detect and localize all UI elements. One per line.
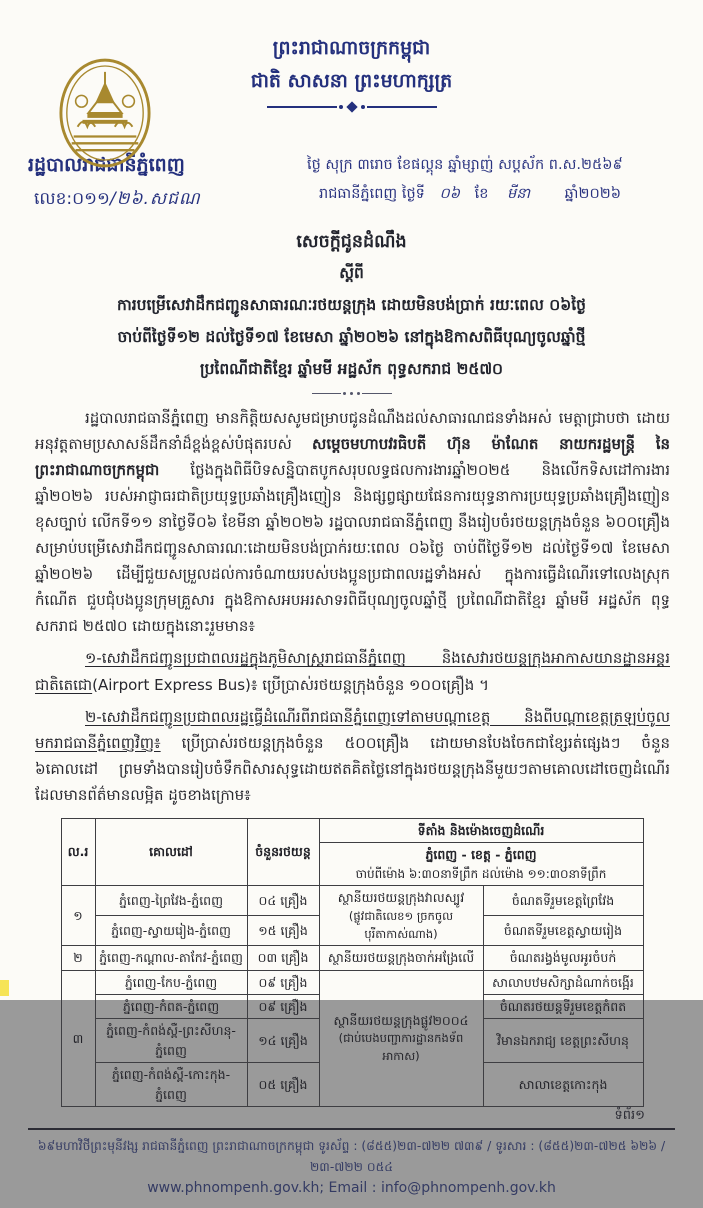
service-item-1-title: ១-សេវាដឹកជញ្ជូនប្រជាពលរដ្ឋក្នុងភូមិសាស្ត្ររាជធានីភ្នំពេញ និងសេវារថយន្តក្រុងអាកាសយានដ្ឋានអន្តរជាតិតេជោ (35, 649, 670, 694)
station-name: ស្ថានីយរថយន្តក្រុងវាលស្បូវ (337, 890, 465, 906)
regarding-label: ស្តីពី (339, 264, 364, 282)
col-header-destination: គោលដៅ (95, 818, 247, 885)
route-bus-count: ១៤ គ្រឿង (247, 1019, 319, 1063)
group-1-no: ១ (61, 886, 95, 946)
col-header-bus-count: ចំនួនរថយន្ត (247, 818, 319, 885)
table-header-row-1 (61, 818, 643, 842)
document-footer (0, 1107, 703, 1208)
col-header-location-time: ទីតាំង និងម៉ោងចេញដំណើរ (319, 818, 643, 842)
service-item-1-detail: (Airport Express Bus)៖ ប្រើប្រាស់រថយន្តក្រុងចំនួន ១០០គ្រឿង ។ (92, 675, 489, 694)
col-header-route-pattern (319, 843, 643, 886)
ornament-divider-icon (267, 103, 437, 111)
footer-address-phone: ៦៩មហាវិថីព្រះមុនីវង្ស រាជធានីភ្នំពេញ ព្រះរាជាណាចក្រកម្ពុជា ទូរស័ព្ទ : (៨៥៥)២៣-៧២២ ៧៣៩ / ទូរសារ : (៨៥៥)២៣-៧២៥ ៦២៦ / ២៣-៧២២ ០៥៤ (37, 1138, 666, 1174)
date-place-prefix: រាជធានីភ្នំពេញ ថ្ងៃទី (319, 186, 425, 202)
route-destination: ភ្នំពេញ-កំពត-ភ្នំពេញ (95, 995, 247, 1019)
reference-number-typed: លេខ:០១១ (34, 188, 110, 209)
kingdom-title: ព្រះរាជាណាចក្រកម្ពុជា (272, 37, 431, 59)
service-item-2 (35, 704, 670, 808)
route-pattern-label: ភ្នំពេញ - ខេត្ត - ភ្នំពេញ (425, 847, 537, 863)
footer-rule (28, 1128, 675, 1130)
scan-artifact-highlight (0, 980, 9, 996)
service-item-1 (35, 645, 670, 697)
footer-website-email: www.phnompenh.gov.kh; Email : info@phnompenh.gov.kh (147, 1179, 556, 1196)
paragraph-1-lead: រដ្ឋបាលរាជធានីភ្នំពេញ មានកិត្តិយសសូមជម្រាបជូនដំណឹងដល់សាធារណជនទាំងអស់ មេត្តាជ្រាបថា ដោយអនុវត្តតាមប្រសាសន៍ដឹកនាំដ៏ខ្ពង់ខ្ពស់បំផុតរបស់ (35, 408, 670, 453)
issuing-authority: រដ្ឋបាលរាជធានីភ្នំពេញ (28, 154, 185, 176)
civil-date-line (307, 180, 679, 209)
subject-block (0, 227, 703, 395)
departure-station (319, 970, 483, 1106)
reference-number (28, 188, 201, 213)
arrival-terminal: សាលាបឋមសិក្សាដំណាក់ចង្អើរ (483, 970, 643, 994)
route-destination: ភ្នំពេញ-ស្វាយរៀង-ភ្នំពេញ (95, 916, 247, 946)
phnom-penh-city-emblem-icon (58, 58, 152, 168)
body-text (0, 395, 703, 808)
date-day-handwritten: ០៦ (439, 186, 461, 202)
route-destination: ភ្នំពេញ-ព្រៃវែង-ភ្នំពេញ (95, 886, 247, 916)
arrival-terminal: ចំណតរង្វង់មូលអូរចំបក់ (483, 946, 643, 970)
route-destination: ភ្នំពេញ-កំពង់ស្ពឺ-កោះកុង-ភ្នំពេញ (95, 1063, 247, 1107)
table-row (61, 886, 643, 916)
route-destination: ភ្នំពេញ-កែប-ភ្នំពេញ (95, 970, 247, 994)
route-bus-count: ១៥ គ្រឿង (247, 916, 319, 946)
service-item-2-detail: ប្រើប្រាស់រថយន្តក្រុងចំនួន ៥០០គ្រឿង ដោយមានបែងចែកជាខ្សែរត់ផ្សេងៗ ចំនួន ៦គោលដៅ ព្រមទាំងបានរៀបចំទឹកពិសារសុទ្ធដោយឥតគិតថ្លៃនៅក្នុងរថយន្តក្រុងនីមួយៗតាមគោលដៅចេញដំណើរ ដែលមានព័ត៌មានលម្អិត ដូចខាងក្រោម៖ (35, 733, 670, 804)
group-3-no: ៣ (61, 970, 95, 1106)
route-bus-count: ០៥ គ្រឿង (247, 1063, 319, 1107)
arrival-terminal: ចំណតរថយន្តទីរួមខេត្តកំពត (483, 995, 643, 1019)
prime-minister-name: សម្តេចមហាបវរធិបតី ហ៊ុន ម៉ាណែត នាយករដ្ឋមន្ត្រី នៃព្រះរាជាណាចក្រកម្ពុជា (35, 434, 670, 479)
reference-number-handwritten: /២៦.សជណ (109, 188, 201, 209)
departure-time-range: ចាប់ពីម៉ោង ៦:៣០នាទីព្រឹក ដល់ម៉ោង ១១:៣០នាទីព្រឹក (355, 866, 607, 881)
subject-line-2: ចាប់ពីថ្ងៃទី១២ ដល់ថ្ងៃទី១៧ ខែមេសា ឆ្នាំ២០២៦ នៅក្នុងឱកាសពិធីបុណ្យចូលឆ្នាំថ្មី (117, 327, 586, 346)
date-year: ឆ្នាំ២០២៦ (564, 186, 621, 202)
arrival-terminal: ចំណតទីរួមខេត្តព្រៃវែង (483, 886, 643, 916)
subject-line-1: ការបម្រើសេវាដឹកជញ្ជូនសាធារណៈរថយន្តក្រុង ដោយមិនបង់ប្រាក់ រយៈពេល ០៦ថ្ងៃ (116, 295, 586, 314)
paragraph-1-rest: ថ្លែងក្នុងពិធីបិទសន្និបាតបូកសរុបលទ្ធផលការងារឆ្នាំ២០២៥ និងលើកទិសដៅការងារឆ្នាំ២០២៦ របស់អាជ្ញាធរជាតិប្រយុទ្ធប្រឆាំងគ្រឿងញៀន និងផ្សព្វផ្សាយផែនការយុទ្ធនាការប្រយុទ្ធប្រឆាំងគ្រឿងញៀនខុសច្បាប់ លើកទី១១ នាថ្ងៃទី០៦ ខែមីនា ឆ្នាំ២០២៦ រដ្ឋបាលរាជធានីភ្នំពេញ នឹងរៀបចំរថយន្តក្រុងចំនួន ៦០០គ្រឿង សម្រាប់បម្រើសេវាដឹកជញ្ជូនសាធារណៈដោយមិនបង់ប្រាក់រយៈពេល ០៦ថ្ងៃ ចាប់ពីថ្ងៃទី១២ ដល់ថ្ងៃទី១៧ ខែមេសា ឆ្នាំ២០២៦ ដើម្បីជួយសម្រួលដល់ការចំណាយរបស់បងប្អូនប្រជាពលរដ្ឋទាំងអស់ ក្នុងការធ្វើដំណើរទៅលេងស្រុកកំណើត ជួបជុំបងប្អូនក្រុមគ្រួសារ ក្នុងឱកាសអបអរសាទរពិធីបុណ្យចូលឆ្នាំថ្មី ប្រពៃណីជាតិខ្មែរ ឆ្នាំមមី អដ្ឋស័ក ពុទ្ធសករាជ ២៥៧០ ដោយក្នុងនោះរួមមាន៖ (35, 460, 670, 636)
station-name: ស្ថានីយរថយន្តក្រុងផ្លូវ២០០៤ (333, 1012, 469, 1028)
departure-station: ស្ថានីយរថយន្តក្រុងចាក់អង្រែលើ (319, 946, 483, 970)
bus-routes-table (61, 818, 644, 1107)
arrival-terminal: ចំណតទីរួមខេត្តស្វាយរៀង (483, 916, 643, 946)
col-header-no: ល.រ (61, 818, 95, 885)
departure-station (319, 886, 483, 946)
table-row (61, 946, 643, 970)
announcement-heading: សេចក្តីជូនដំណឹង (296, 231, 407, 252)
route-destination: ភ្នំពេញ-កណ្តាល-តាកែវ-ភ្នំពេញ (95, 946, 247, 970)
station-detail: (ផ្លូវជាតិលេខ១ ច្រកចូលបុរីតាកាស់ណាង) (348, 908, 454, 941)
subject-line-3: ប្រពៃណីជាតិខ្មែរ ឆ្នាំមមី អដ្ឋស័ក ពុទ្ធសករាជ ២៥៧០ (199, 359, 504, 378)
route-bus-count: ០៣ គ្រឿង (247, 946, 319, 970)
route-bus-count: ០៤ គ្រឿង (247, 886, 319, 916)
nation-religion-king: ជាតិ សាសនា ព្រះមហាក្សត្រ (250, 69, 453, 92)
route-bus-count: ០៩ គ្រឿង (247, 970, 319, 994)
date-month-handwritten: មីនា (507, 186, 531, 202)
date-month-word: ខែ (474, 186, 489, 202)
route-destination: ភ្នំពេញ-កំពង់ស្ពឺ-ព្រះសីហនុ-ភ្នំពេញ (95, 1019, 247, 1063)
page-number: ទំព័រ១ (614, 1107, 645, 1123)
lunar-date-line: ថ្ងៃ សុក្រ ៣រោច ខែផល្គុន ឆ្នាំម្សាញ់ សប្តស័ក ព.ស.២៥៦៩ (307, 157, 623, 173)
group-2-no: ២ (61, 946, 95, 970)
table-row (61, 970, 643, 994)
date-block (307, 151, 679, 209)
bus-routes-table-wrap (61, 818, 643, 1107)
arrival-terminal: វិមានឯករាជ្យ ខេត្តព្រះសីហនុ (483, 1019, 643, 1063)
arrival-terminal: សាលាខេត្តកោះកុង (483, 1063, 643, 1107)
paragraph-1 (35, 405, 670, 640)
route-bus-count: ០៩ គ្រឿង (247, 995, 319, 1019)
station-detail: (ជាប់បេងបញ្ជាការដ្ឋានកងទ័ពអាកាស) (338, 1031, 464, 1063)
service-item-2-title: ២-សេវាដឹកជញ្ជូនប្រជាពលរដ្ឋធ្វើដំណើរពីរាជធានីភ្នំពេញទៅតាមបណ្តាខេត្ត និងពីបណ្តាខេត្តត្រឡប់ចូលមករាជធានីភ្នំពេញវិញ៖ (35, 707, 670, 752)
